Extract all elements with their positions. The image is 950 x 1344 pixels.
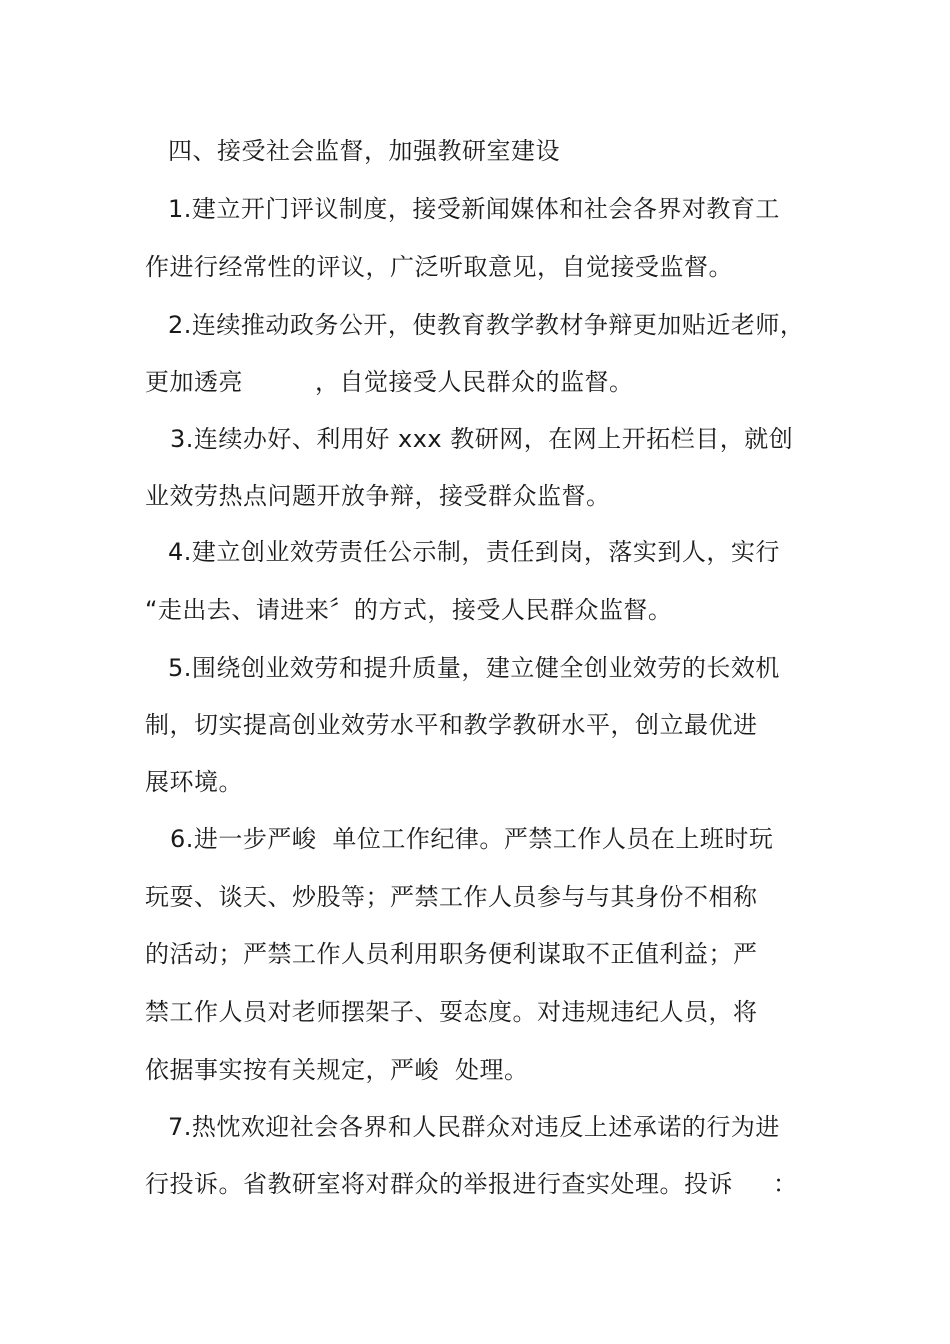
section-heading: 四、接受社会监督，加强教研室建设 [168,137,560,165]
paragraph-line: 制，切实提高创业效劳水平和教学教研水平，创立最优进 [145,711,758,739]
paragraph-line: 7.热忱欢迎社会各界和人民群众对违反上述承诺的行为进 [168,1113,780,1141]
paragraph-line: 2.连续推动政务公开，使教育教学教材争辩更加贴近老师， [168,311,805,339]
paragraph-line: 3.连续办好、利用好 xxx 教研网，在网上开拓栏目，就创 [170,425,794,453]
paragraph-line: 业效劳热点问题开放争辩，接受群众监督。 [145,482,611,510]
paragraph-line: 禁工作人员对老师摆架子、耍态度。对违规违纪人员，将 [145,998,758,1026]
line-segment: 行投诉。省教研室将对群众的举报进行查实处理。投诉 [145,1170,733,1198]
paragraph-line: “走出去、请进来〞的方式，接受人民群众监督。 [145,596,673,624]
paragraph-line: 1.建立开门评议制度，接受新闻媒体和社会各界对教育工 [168,195,780,223]
paragraph-line [145,366,825,398]
paragraph-line [145,1168,825,1200]
paragraph-line [170,823,850,855]
line-segment: ，自觉接受人民群众的监督。 [315,368,634,396]
line-segment: 更加透亮 [145,368,243,396]
paragraph-line [145,1054,825,1086]
paragraph-line: 展环境。 [145,768,243,796]
line-segment: 单位工作纪律。严禁工作人员在上班时玩 [332,825,774,853]
paragraph-line: 作进行经常性的评议，广泛听取意见，自觉接受监督。 [145,253,733,281]
paragraph-line: 玩耍、谈天、炒股等；严禁工作人员参与与其身份不相称 [145,883,758,911]
line-segment: ： [773,1170,798,1198]
line-segment: 依据事实按有关规定，严峻 [145,1056,439,1084]
paragraph-line: 5.围绕创业效劳和提升质量，建立健全创业效劳的长效机 [168,654,780,682]
line-segment: 6.进一步严峻 [170,825,317,853]
line-segment: 处理。 [455,1056,529,1084]
paragraph-line: 的活动；严禁工作人员利用职务便利谋取不正值利益；严 [145,940,758,968]
paragraph-line: 4.建立创业效劳责任公示制，责任到岗，落实到人，实行 [168,538,780,566]
